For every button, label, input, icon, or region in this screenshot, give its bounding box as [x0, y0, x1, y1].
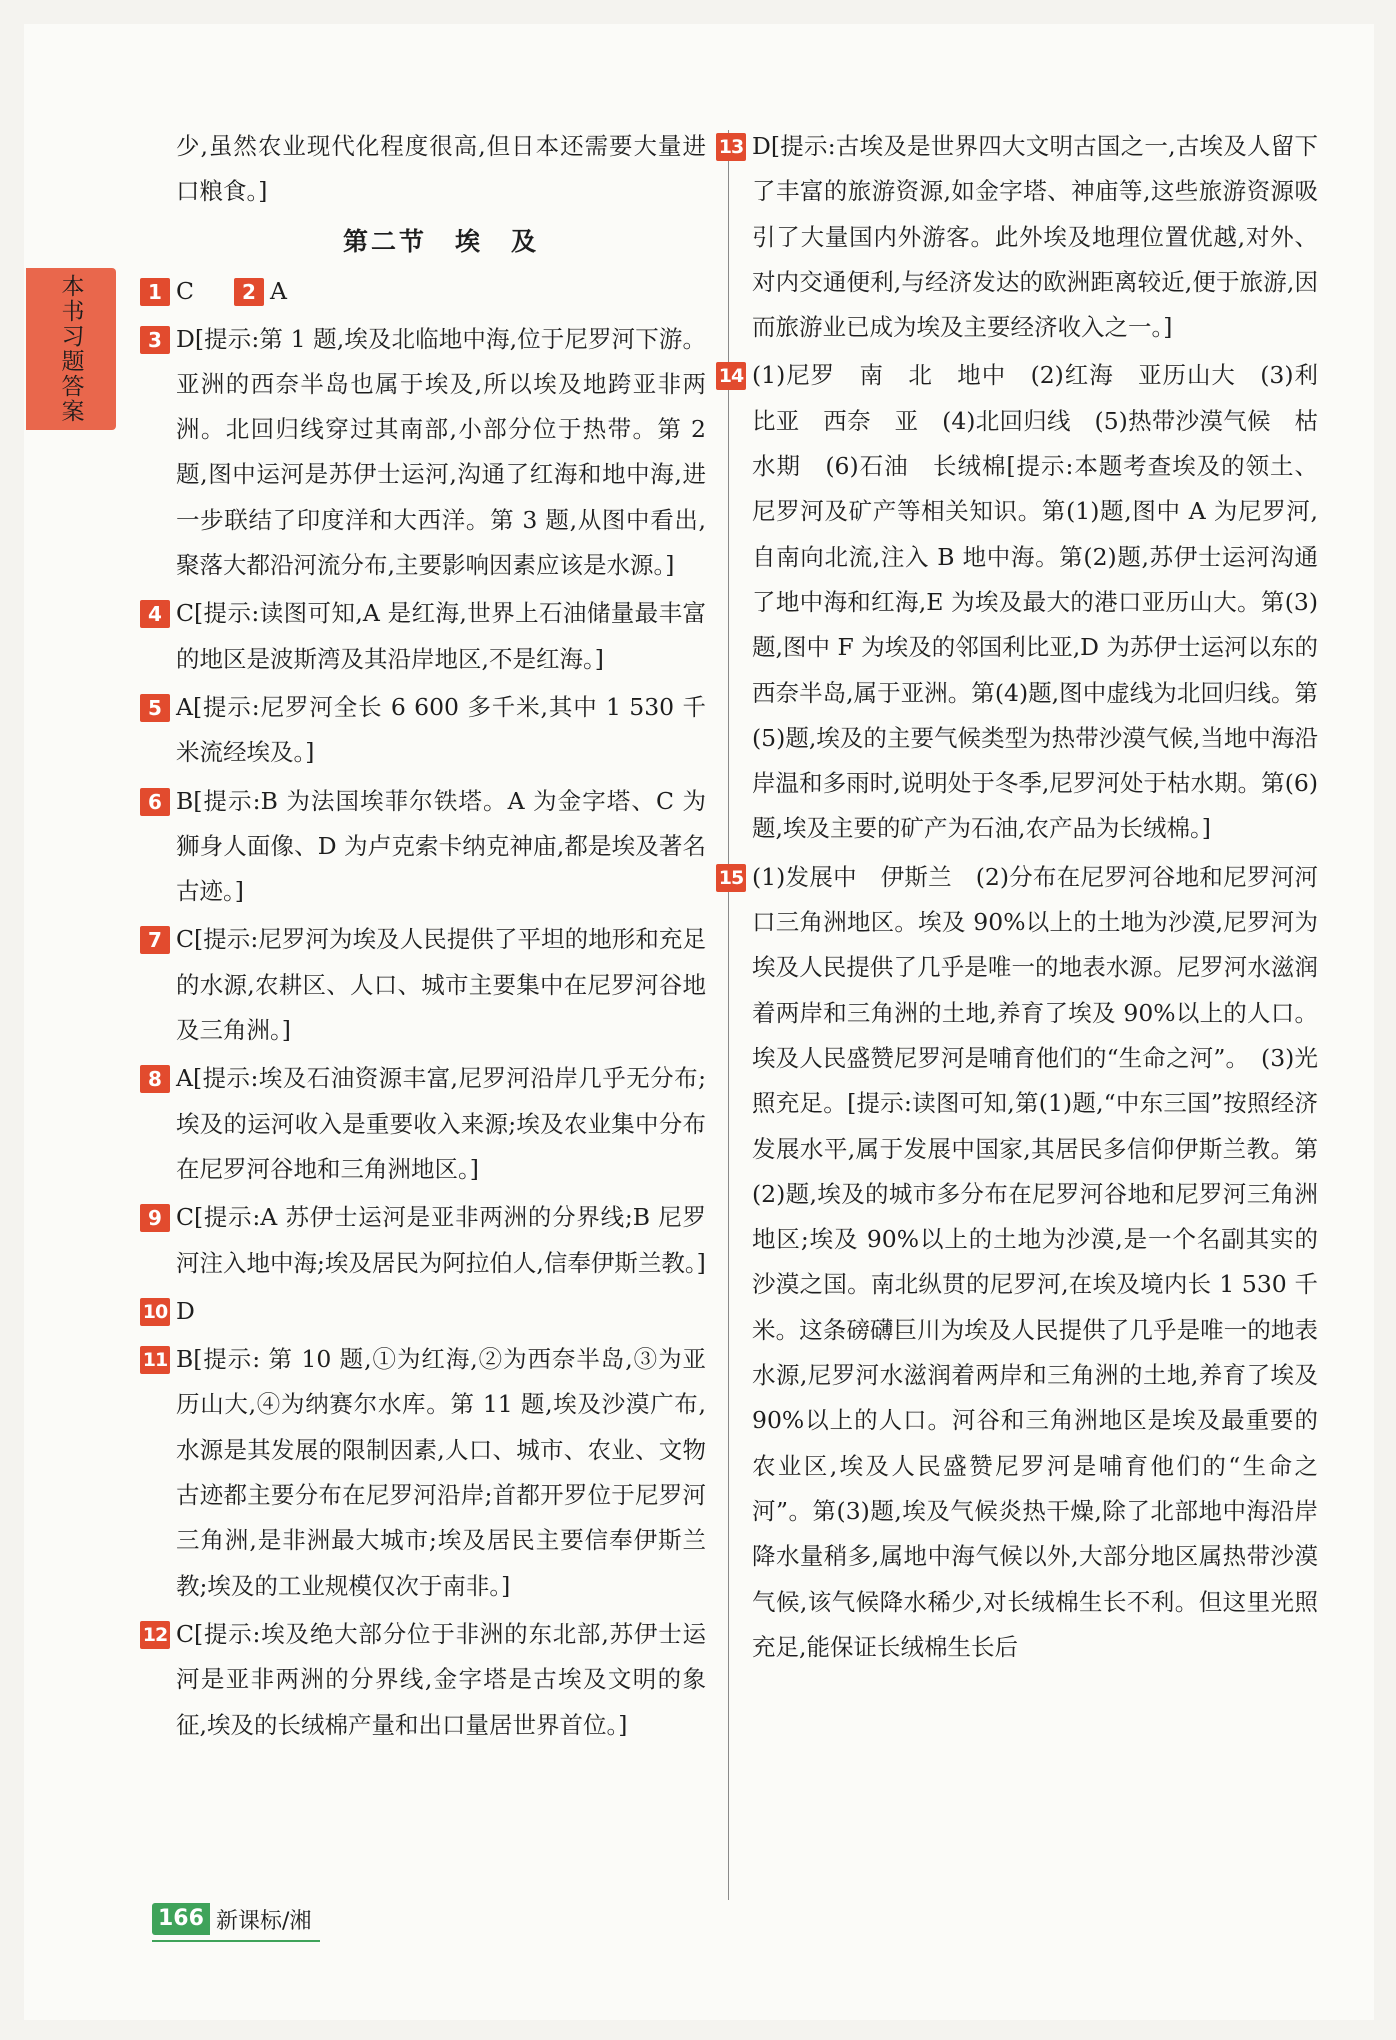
answer-text: D: [176, 1296, 195, 1325]
answer-item-6: [148, 779, 706, 915]
answer-text: B[提示:B 为法国埃菲尔铁塔。A 为金字塔、C 为狮身人面像、D 为卢克索卡纳克神庙,都是埃及著名古迹。]: [176, 786, 706, 906]
question-number: 9: [140, 1204, 170, 1232]
answer-item-12: [142, 1612, 706, 1748]
answer-item-2: [236, 269, 287, 314]
answer-text: C[提示:尼罗河为埃及人民提供了平坦的地形和充足的水源,农耕区、人口、城市主要集中在尼罗河谷地及三角洲。]: [176, 925, 706, 1045]
answer-item-9: [148, 1195, 706, 1286]
question-number: 1: [140, 278, 170, 306]
question-number: 3: [140, 326, 170, 354]
question-number: 12: [140, 1621, 170, 1649]
question-number: 14: [716, 362, 746, 390]
answer-text: C: [176, 276, 194, 305]
question-number: 8: [140, 1065, 170, 1093]
answer-item-15: [718, 855, 1318, 1670]
answer-text: C[提示:A 苏伊士运河是亚非两洲的分界线;B 尼罗河注入地中海;埃及居民为阿拉伯人,信奉伊斯兰教。]: [176, 1203, 706, 1277]
answer-item-13: [718, 124, 1318, 350]
answer-item-3: [148, 317, 706, 589]
right-column: [718, 124, 1318, 1673]
left-column: [142, 124, 706, 1751]
question-number: 10: [140, 1298, 170, 1326]
answer-text: A[提示:尼罗河全长 6 600 多千米,其中 1 530 千米流经埃及。]: [176, 692, 706, 767]
answer-text: A: [270, 276, 287, 305]
question-number: 4: [140, 600, 170, 628]
answer-text: C[提示:读图可知,A 是红海,世界上石油储量最丰富的地区是波斯湾及其沿岸地区,不是红海。]: [176, 599, 706, 673]
answer-text: (1)发展中 伊斯兰 (2)分布在尼罗河谷地和尼罗河河口三角洲地区。埃及 90%以上的土地为沙漠,尼罗河为埃及人民提供了几乎是唯一的地表水源。尼罗河水滋润着两岸和三角洲的土地,养育了埃及 90%以上的人口。埃及人民盛赞尼罗河是哺育他们的“生命之河”。 (3)光照充足。[提示:读图可知,第(1)题,“中东三国”按照经济发展水平,属于发展中国家,其居民多信仰伊斯兰教。第(2)题,埃及的城市多分布在尼罗河谷地和尼罗河三角洲地区;埃及 90%以上的土地为沙漠,是一个名副其实的沙漠之国。南北纵贯的尼罗河,在埃及境内长 1 530 千米。这条磅礴巨川为埃及人民提供了几乎是唯一的地表水源,尼罗河水滋润着两岸和三角洲的土地,养育了埃及 90%以上的人口。河谷和三角洲地区是埃及最重要的农业区,埃及人民盛赞尼罗河是哺育他们的“生命之河”。第(3)题,埃及气候炎热干燥,除了北部地中海沿岸降水量稍多,属地中海气候以外,大部分地区属热带沙漠气候,该气候降水稀少,对长绒棉生长不利。但这里光照充足,能保证长绒棉生长后: [752, 862, 1318, 1661]
answer-item-5: [148, 685, 706, 776]
answer-text: D[提示:第 1 题,埃及北临地中海,位于尼罗河下游。亚洲的西奈半岛也属于埃及,所以埃及地跨亚非两洲。北回归线穿过其南部,小部分位于热带。第 2 题,图中运河是苏伊士运河,沟通了红海和地中海,进一步联结了印度洋和大西洋。第 3 题,从图中看出,聚落大都沿河流分布,主要影响因素应该是水源。]: [176, 324, 706, 580]
column-divider: [728, 130, 729, 1900]
answer-item-14: [718, 353, 1318, 851]
answer-item-7: [148, 917, 706, 1053]
side-tab: [26, 268, 116, 430]
answer-text: (1)尼罗 南 北 地中 (2)红海 亚历山大 (3)利比亚 西奈 亚 (4)北回归线 (5)热带沙漠气候 枯水期 (6)石油 长绒棉[提示:本题考查埃及的领土、尼罗河及矿产等相关知识。第(1)题,图中 A 为尼罗河,自南向北流,注入 B 地中海。第(2)题,苏伊士运河沟通了地中海和红海,E 为埃及最大的港口亚历山大。第(3)题,图中 F 为埃及的邻国利比亚,D 为苏伊士运河以东的西奈半岛,属于亚洲。第(4)题,图中虚线为北回归线。第(5)题,埃及的主要气候类型为热带沙漠气候,当地中海沿岸温和多雨时,说明处于冬季,尼罗河处于枯水期。第(6)题,埃及主要的矿产为石油,农产品为长绒棉。]: [752, 361, 1318, 843]
answer-text: A[提示:埃及石油资源丰富,尼罗河沿岸几乎无分布;埃及的运河收入是重要收入来源;埃及农业集中分布在尼罗河谷地和三角洲地区。]: [176, 1064, 706, 1183]
question-number: 13: [716, 133, 746, 161]
footer-underline: [152, 1940, 320, 1942]
question-number: 5: [140, 694, 170, 722]
answer-text: B[提示: 第 10 题,①为红海,②为西奈半岛,③为亚历山大,④为纳赛尔水库。第 11 题,埃及沙漠广布,水源是其发展的限制因素,人口、城市、农业、文物古迹都主要分布在尼罗河沿岸;首都开罗位于尼罗河三角洲,是非洲最大城市;埃及居民主要信奉伊斯兰教;埃及的工业规模仅次于南非。]: [176, 1345, 706, 1600]
question-number: 15: [716, 864, 746, 892]
answer-text: C[提示:埃及绝大部分位于非洲的东北部,苏伊士运河是亚非两洲的分界线,金字塔是古埃及文明的象征,埃及的长绒棉产量和出口量居世界首位。]: [176, 1619, 706, 1739]
short-answers: [148, 269, 706, 314]
answer-item-8: [148, 1056, 706, 1192]
series-label: 新课标/湘: [215, 1908, 312, 1934]
intro-text: 少,虽然农业现代化程度很高,但日本还需要大量进口粮食。]: [176, 132, 706, 206]
question-number: 11: [140, 1346, 170, 1374]
section-title: 第二节 埃 及: [342, 226, 539, 256]
answer-item-10: [142, 1289, 706, 1334]
page-footer: [152, 1902, 311, 1936]
side-tab-label: 本书习题答案: [57, 274, 84, 424]
answer-text: D[提示:古埃及是世界四大文明古国之一,古埃及人留下了丰富的旅游资源,如金字塔、神庙等,这些旅游资源吸引了大量国内外游客。此外埃及地理位置优越,对外、对内交通便利,与经济发达的欧洲距离较近,便于旅游,因而旅游业已成为埃及主要经济收入之一。]: [752, 132, 1318, 342]
question-number: 2: [234, 278, 264, 306]
answer-item-1: [148, 269, 194, 314]
page-number: 166: [152, 1903, 210, 1935]
question-number: 6: [140, 788, 170, 816]
answer-item-11: [142, 1337, 706, 1609]
question-number: 7: [140, 926, 170, 954]
answer-item-4: [148, 591, 706, 682]
